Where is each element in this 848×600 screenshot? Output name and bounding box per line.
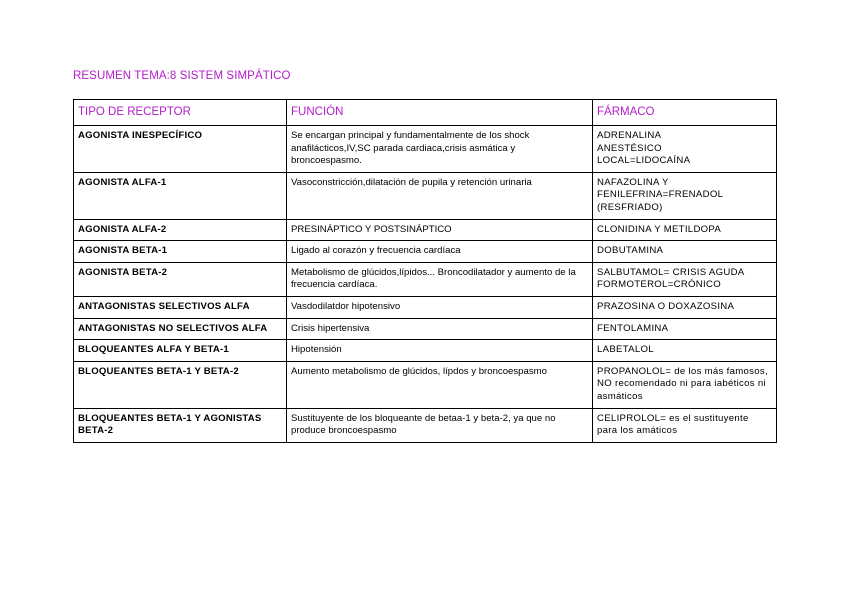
receptor-cell: AGONISTA ALFA-2: [74, 219, 287, 241]
table-row: [74, 296, 777, 318]
funcion-cell: Se encargan principal y fundamentalmente de los shock anafilácticos,IV,SC parada cardiaca,crisis asmática y broncoespasmo.: [287, 126, 593, 173]
receptor-cell: AGONISTA BETA-2: [74, 262, 287, 296]
table-row: [74, 408, 777, 442]
receptor-cell: BLOQUEANTES BETA-1 Y AGONISTAS BETA-2: [74, 408, 287, 442]
receptor-cell: BLOQUEANTES ALFA Y BETA-1: [74, 340, 287, 362]
header-funcion: FUNCIÓN: [287, 100, 593, 126]
funcion-cell: Vasdodilatdor hipotensivo: [287, 296, 593, 318]
receptor-cell: ANTAGONISTAS NO SELECTIVOS ALFA: [74, 318, 287, 340]
receptor-cell: AGONISTA INESPECÍFICO: [74, 126, 287, 173]
farmaco-cell: PROPANOLOL= de los más famosos, NO recomendado ni para iabéticos ni asmáticos: [593, 361, 777, 408]
table-row: [74, 361, 777, 408]
receptor-summary-table: [73, 99, 777, 443]
farmaco-cell: CELIPROLOL= es el sustituyente para los amáticos: [593, 408, 777, 442]
table-row: [74, 241, 777, 263]
farmaco-cell: PRAZOSINA O DOXAZOSINA: [593, 296, 777, 318]
table-header-row: [74, 100, 777, 126]
funcion-cell: Sustituyente de los bloqueante de betaa-1 y beta-2, ya que no produce broncoespasmo: [287, 408, 593, 442]
funcion-cell: Vasoconstricción,dilatación de pupila y retención urinaria: [287, 172, 593, 219]
page-title: RESUMEN TEMA:8 SISTEM SIMPÁTICO: [73, 70, 291, 82]
funcion-cell: Aumento metabolismo de glúcidos, lípdos y broncoespasmo: [287, 361, 593, 408]
farmaco-cell: LABETALOL: [593, 340, 777, 362]
table-row: [74, 126, 777, 173]
receptor-cell: ANTAGONISTAS SELECTIVOS ALFA: [74, 296, 287, 318]
table-row: [74, 340, 777, 362]
farmaco-cell: CLONIDINA Y METILDOPA: [593, 219, 777, 241]
funcion-cell: Crisis hipertensiva: [287, 318, 593, 340]
farmaco-cell: DOBUTAMINA: [593, 241, 777, 263]
farmaco-cell: FENTOLAMINA: [593, 318, 777, 340]
receptor-cell: AGONISTA ALFA-1: [74, 172, 287, 219]
farmaco-cell: SALBUTAMOL= CRISIS AGUDA FORMOTEROL=CRÓNICO: [593, 262, 777, 296]
header-farmaco: FÁRMACO: [593, 100, 777, 126]
funcion-cell: Ligado al corazón y frecuencia cardíaca: [287, 241, 593, 263]
table-row: [74, 262, 777, 296]
header-tipo-receptor: TIPO DE RECEPTOR: [74, 100, 287, 126]
table-row: [74, 172, 777, 219]
table-row: [74, 219, 777, 241]
farmaco-cell: NAFAZOLINA Y FENILEFRINA=FRENADOL (RESFRIADO): [593, 172, 777, 219]
funcion-cell: Hipotensión: [287, 340, 593, 362]
funcion-cell: Metabolismo de glúcidos,lípidos... Broncodilatador y aumento de la frecuencia cardíaca.: [287, 262, 593, 296]
farmaco-cell: ADRENALINA ANESTÉSICO LOCAL=LIDOCAÍNA: [593, 126, 777, 173]
funcion-cell: PRESINÁPTICO Y POSTSINÁPTICO: [287, 219, 593, 241]
receptor-cell: BLOQUEANTES BETA-1 Y BETA-2: [74, 361, 287, 408]
table-row: [74, 318, 777, 340]
receptor-cell: AGONISTA BETA-1: [74, 241, 287, 263]
